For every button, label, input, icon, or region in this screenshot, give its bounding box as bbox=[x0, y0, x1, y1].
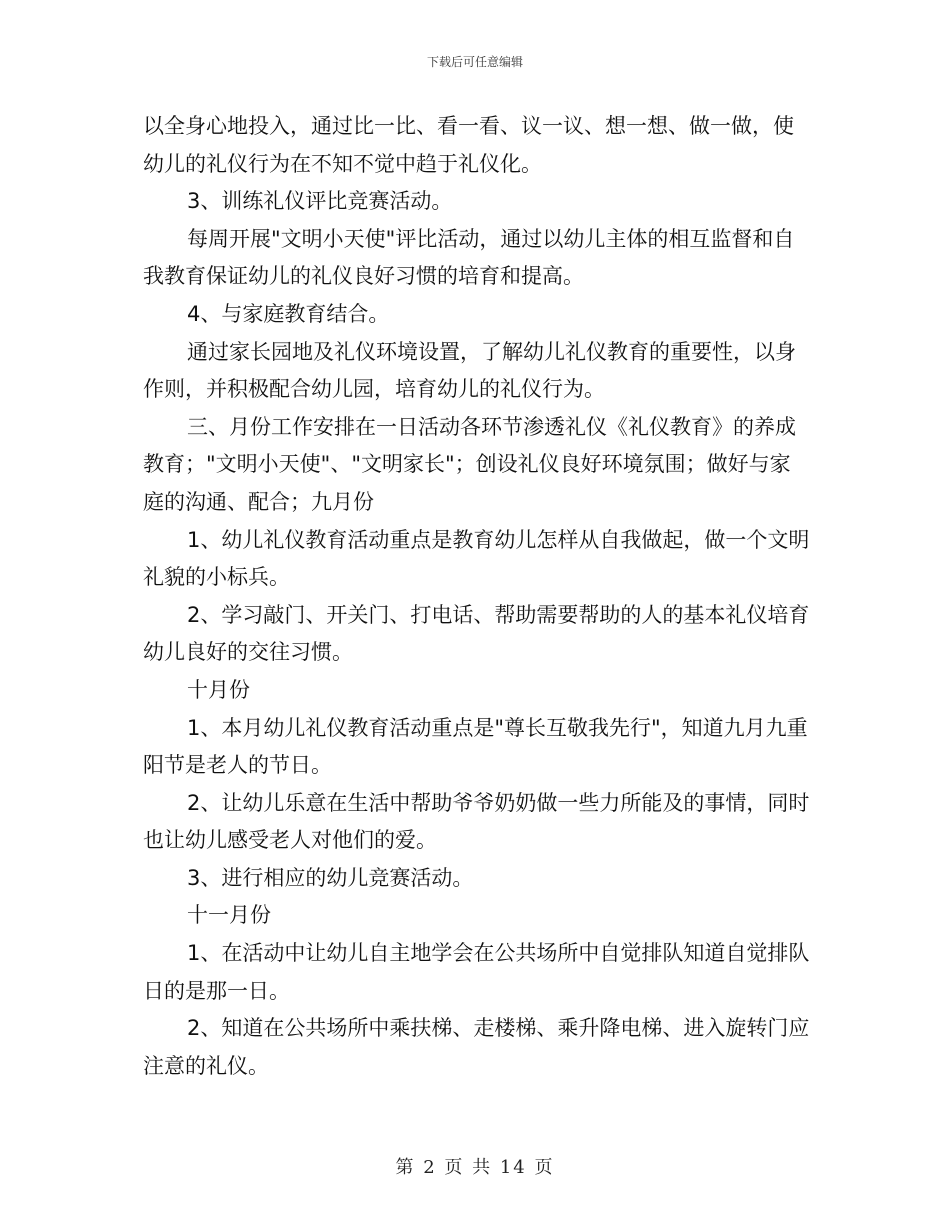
paragraph: 通过家长园地及礼仪环境设置，了解幼儿礼仪教育的重要性，以身作则，并积极配合幼儿园，培育幼儿的礼仪行为。 bbox=[143, 339, 796, 402]
paragraph: 2、学习敲门、开关门、打电话、帮助需要帮助的人的基本礼仪培育幼儿良好的交往习惯。 bbox=[143, 602, 810, 665]
paragraph: 4、与家庭教育结合。 bbox=[187, 301, 390, 326]
page-footer: 第 2 页 共 14 页 bbox=[395, 1157, 555, 1178]
paragraph: 2、知道在公共场所中乘扶梯、走楼梯、乘升降电梯、进入旋转门应注意的礼仪。 bbox=[143, 1016, 810, 1078]
paragraph: 1、在活动中让幼儿自主地学会在公共场所中自觉排队知道自觉排队日的是那一日。 bbox=[143, 941, 810, 1003]
section-heading-paragraph: 三、月份工作安排在一日活动各环节渗透礼仪《礼仪教育》的养成教育；"文明小天使"、"文明家长"；创设礼仪良好环境氛围；做好与家庭的沟通、配合；九月份 bbox=[143, 414, 796, 514]
paragraph: 以全身心地投入，通过比一比、看一看、议一议、想一想、做一做，使幼儿的礼仪行为在不知不觉中趋于礼仪化。 bbox=[143, 114, 794, 176]
paragraph: 1、本月幼儿礼仪教育活动重点是"尊长互敬我先行"，知道九月九重阳节是老人的节日。 bbox=[143, 715, 808, 778]
paragraph: 3、进行相应的幼儿竞赛活动。 bbox=[187, 865, 474, 890]
month-heading: 十一月份 bbox=[187, 903, 271, 928]
paragraph: 1、幼儿礼仪教育活动重点是教育幼儿怎样从自我做起，做一个文明礼貌的小标兵。 bbox=[143, 527, 810, 590]
document-body bbox=[143, 108, 811, 1085]
paragraph: 每周开展"文明小天使"评比活动，通过以幼儿主体的相互监督和自我教育保证幼儿的礼仪良好习惯的培育和提高。 bbox=[143, 226, 795, 289]
paragraph: 2、让幼儿乐意在生活中帮助爷爷奶奶做一些力所能及的事情，同时也让幼儿感受老人对他们的爱。 bbox=[143, 790, 810, 853]
month-heading: 十月份 bbox=[187, 677, 250, 702]
paragraph: 3、训练礼仪评比竞赛活动。 bbox=[187, 189, 453, 214]
page-header: 下载后可任意编辑 bbox=[426, 55, 523, 69]
